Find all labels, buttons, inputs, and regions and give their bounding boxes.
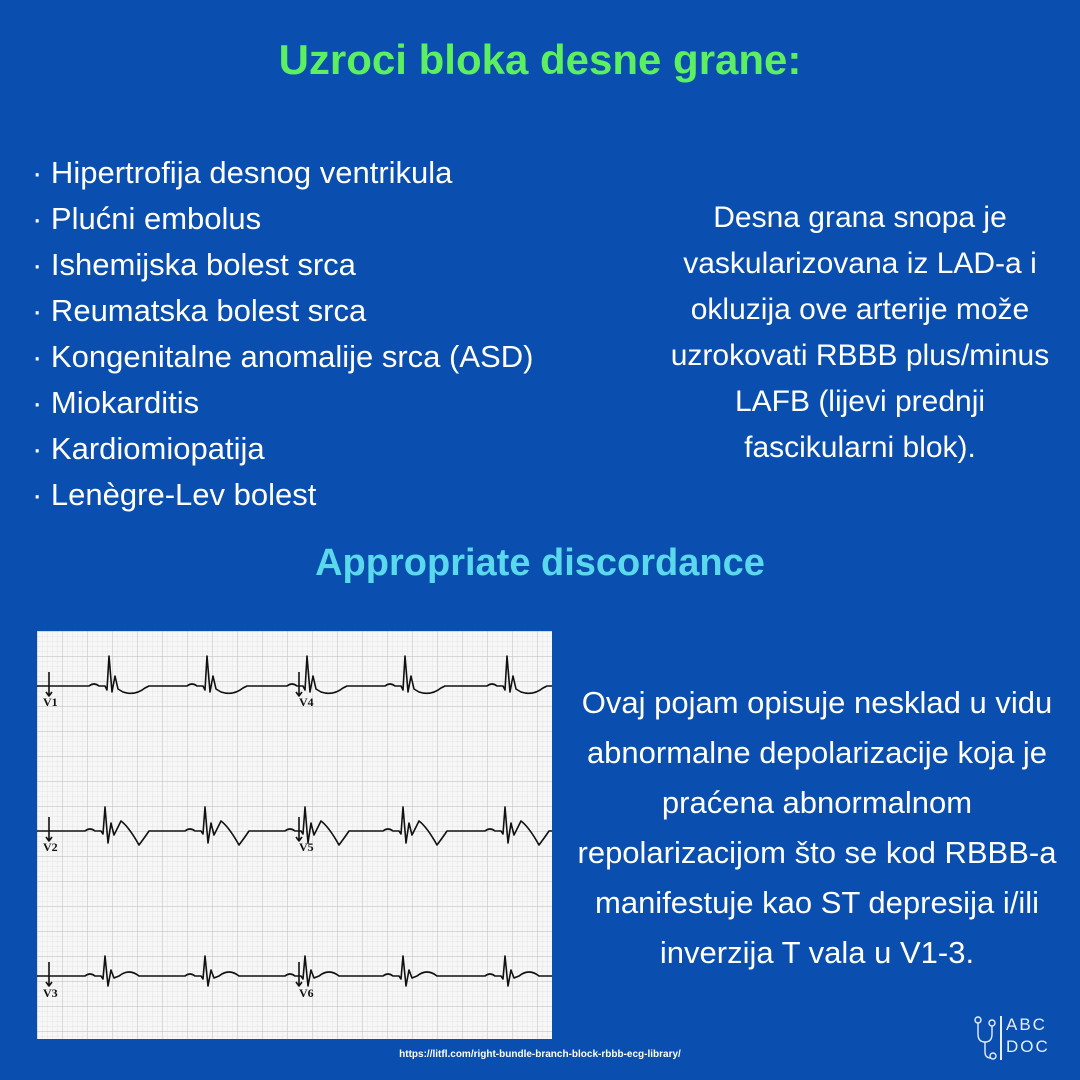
discordance-note: Ovaj pojam opisuje nesklad u vidu abnormalne depolarizacije koja je praćena abnormalnom repolarizacijom što se kod RBBB-a manifestuje kao ST depresija i/ili inverzija T vala u V1-3. bbox=[577, 685, 1057, 970]
list-item: · Plućni embolus bbox=[32, 201, 262, 236]
list-item: · Ishemijska bolest srca bbox=[32, 247, 356, 282]
list-item: · Lenègre-Lev bolest bbox=[32, 477, 317, 512]
lead-label: V1 bbox=[43, 695, 58, 709]
logo-line-1: ABC bbox=[1006, 1015, 1047, 1034]
source-link[interactable]: https://litfl.com/right-bundle-branch-block-rbbb-ecg-library/ bbox=[399, 1049, 681, 1060]
lead-label: V5 bbox=[299, 840, 314, 854]
logo-divider bbox=[1000, 1016, 1002, 1060]
list-item: · Hipertrofija desnog ventrikula bbox=[32, 155, 453, 190]
lad-note: Desna grana snopa je vaskularizovana iz LAD-a i okluzija ove arterije može uzrokovati RBBB plus/minus LAFB (lijevi prednji fascikularni blok). bbox=[670, 201, 1050, 464]
lead-label: V3 bbox=[43, 986, 58, 1000]
logo bbox=[972, 1012, 1062, 1064]
list-item: · Kongenitalne anomalije srca (ASD) bbox=[32, 339, 534, 374]
list-item: · Kardiomiopatija bbox=[32, 431, 265, 466]
logo-text bbox=[1006, 1014, 1050, 1058]
stethoscope-icon bbox=[972, 1012, 998, 1062]
causes-list bbox=[32, 150, 642, 518]
lead-label: V6 bbox=[299, 986, 314, 1000]
lead-label: V4 bbox=[299, 695, 314, 709]
logo-line-2: DOC bbox=[1006, 1037, 1050, 1056]
list-item: · Reumatska bolest srca bbox=[32, 293, 367, 328]
section-subtitle: Appropriate discordance bbox=[315, 542, 765, 584]
ecg-image bbox=[37, 631, 552, 1039]
lead-label: V2 bbox=[43, 840, 58, 854]
ecg-strip bbox=[37, 631, 552, 1039]
page-title: Uzroci bloka desne grane: bbox=[278, 36, 802, 83]
list-item: · Miokarditis bbox=[32, 385, 200, 420]
